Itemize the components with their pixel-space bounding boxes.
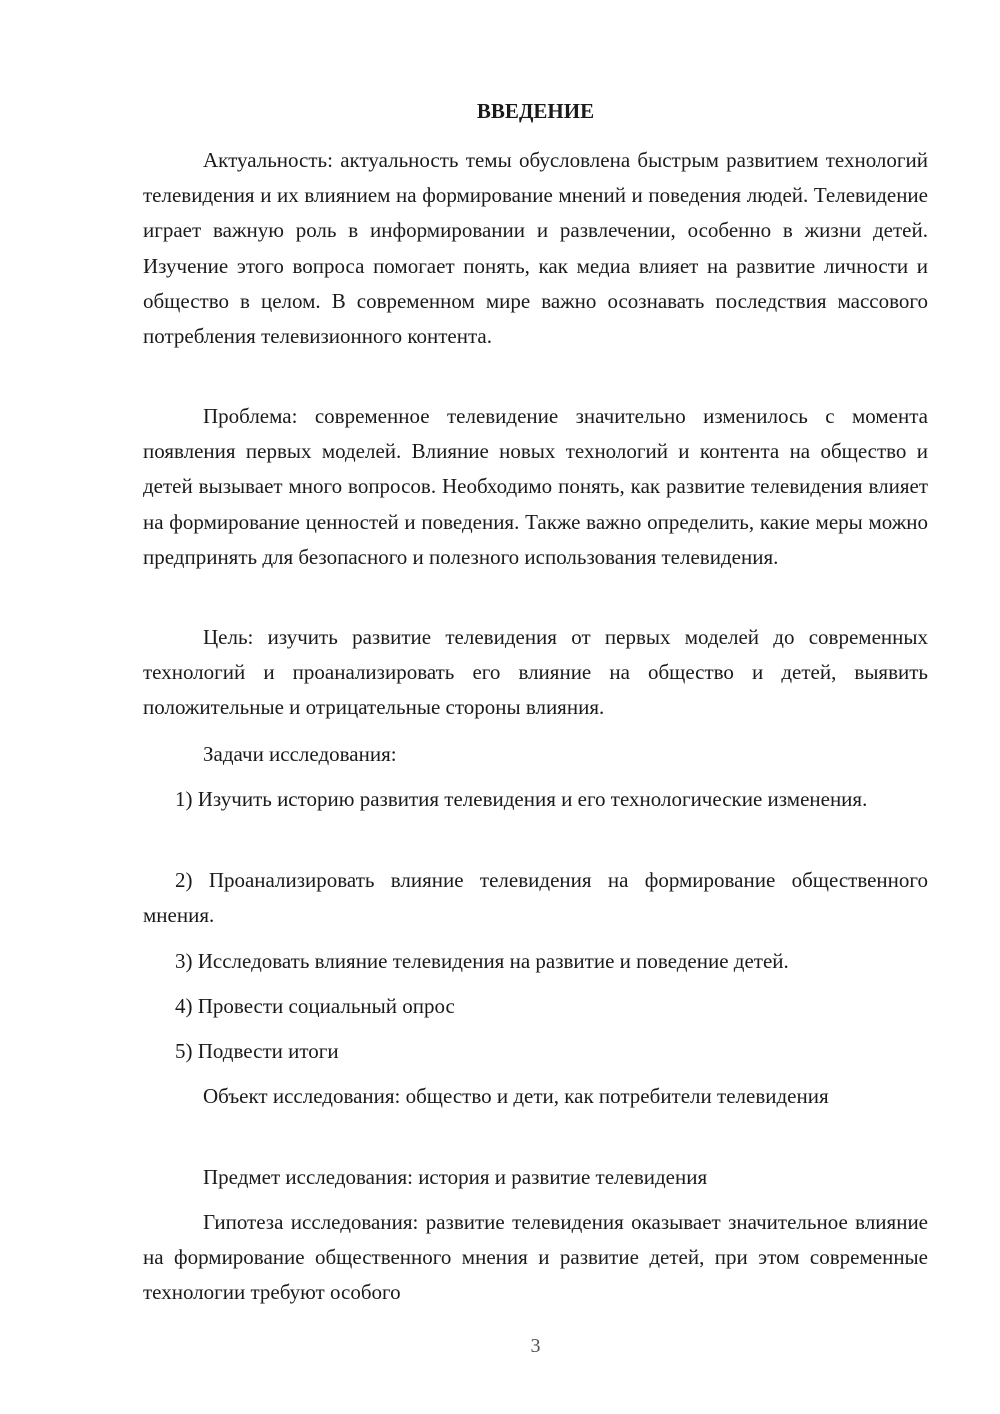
task-item-1: 1) Изучить историю развития телевидения и его технологические изменения. [175, 787, 868, 811]
paragraph-relevance: Актуальность: актуальность темы обусловлена быстрым развитием технологий телевидения и их влиянием на формирование мнений и поведения людей. Телевидение играет важную роль в информировании и развлечении, особенно в жизни детей. Изучение этого вопроса помогает понять, как медиа влияет на развитие личности и общество в целом. В современном мире важно осознавать последствия массового потребления телевизионного контента. [143, 148, 928, 349]
paragraph-goal: Цель: изучить развитие телевидения от первых моделей до современных технологий и проанализировать его влияние на общество и детей, выявить положительные и отрицательные стороны влияния. [143, 625, 928, 720]
task-item-3: 3) Исследовать влияние телевидения на развитие и поведение детей. [175, 949, 789, 973]
task-item-5: 5) Подвести итоги [175, 1039, 339, 1063]
paragraph-problem: Проблема: современное телевидение значительно изменилось с момента появления первых моделей. Влияние новых технологий и контента на общество и детей вызывает много вопросов. Необходимо понять, как развитие телевидения влияет на формирование ценностей и поведения. Также важно определить, какие меры можно предпринять для безопасного и полезного использования телевидения. [143, 404, 928, 569]
page-number: 3 [530, 1335, 541, 1357]
paragraph-hypothesis: Гипотеза исследования: развитие телевидения оказывает значительное влияние на формирование общественного мнения и развитие детей, при этом современные технологии требуют особого [143, 1210, 928, 1305]
paragraph-subject: Предмет исследования: история и развитие телевидения [203, 1165, 708, 1189]
paragraph-object: Объект исследования: общество и дети, как потребители телевидения [203, 1084, 829, 1108]
task-item-4: 4) Провести социальный опрос [175, 994, 455, 1018]
document-page [143, 0, 928, 1414]
task-item-2: 2) Проанализировать влияние телевидения на формирование общественного мнения. [143, 868, 928, 928]
tasks-title: Задачи исследования: [203, 742, 397, 766]
page-title: ВВЕДЕНИЕ [476, 99, 595, 123]
